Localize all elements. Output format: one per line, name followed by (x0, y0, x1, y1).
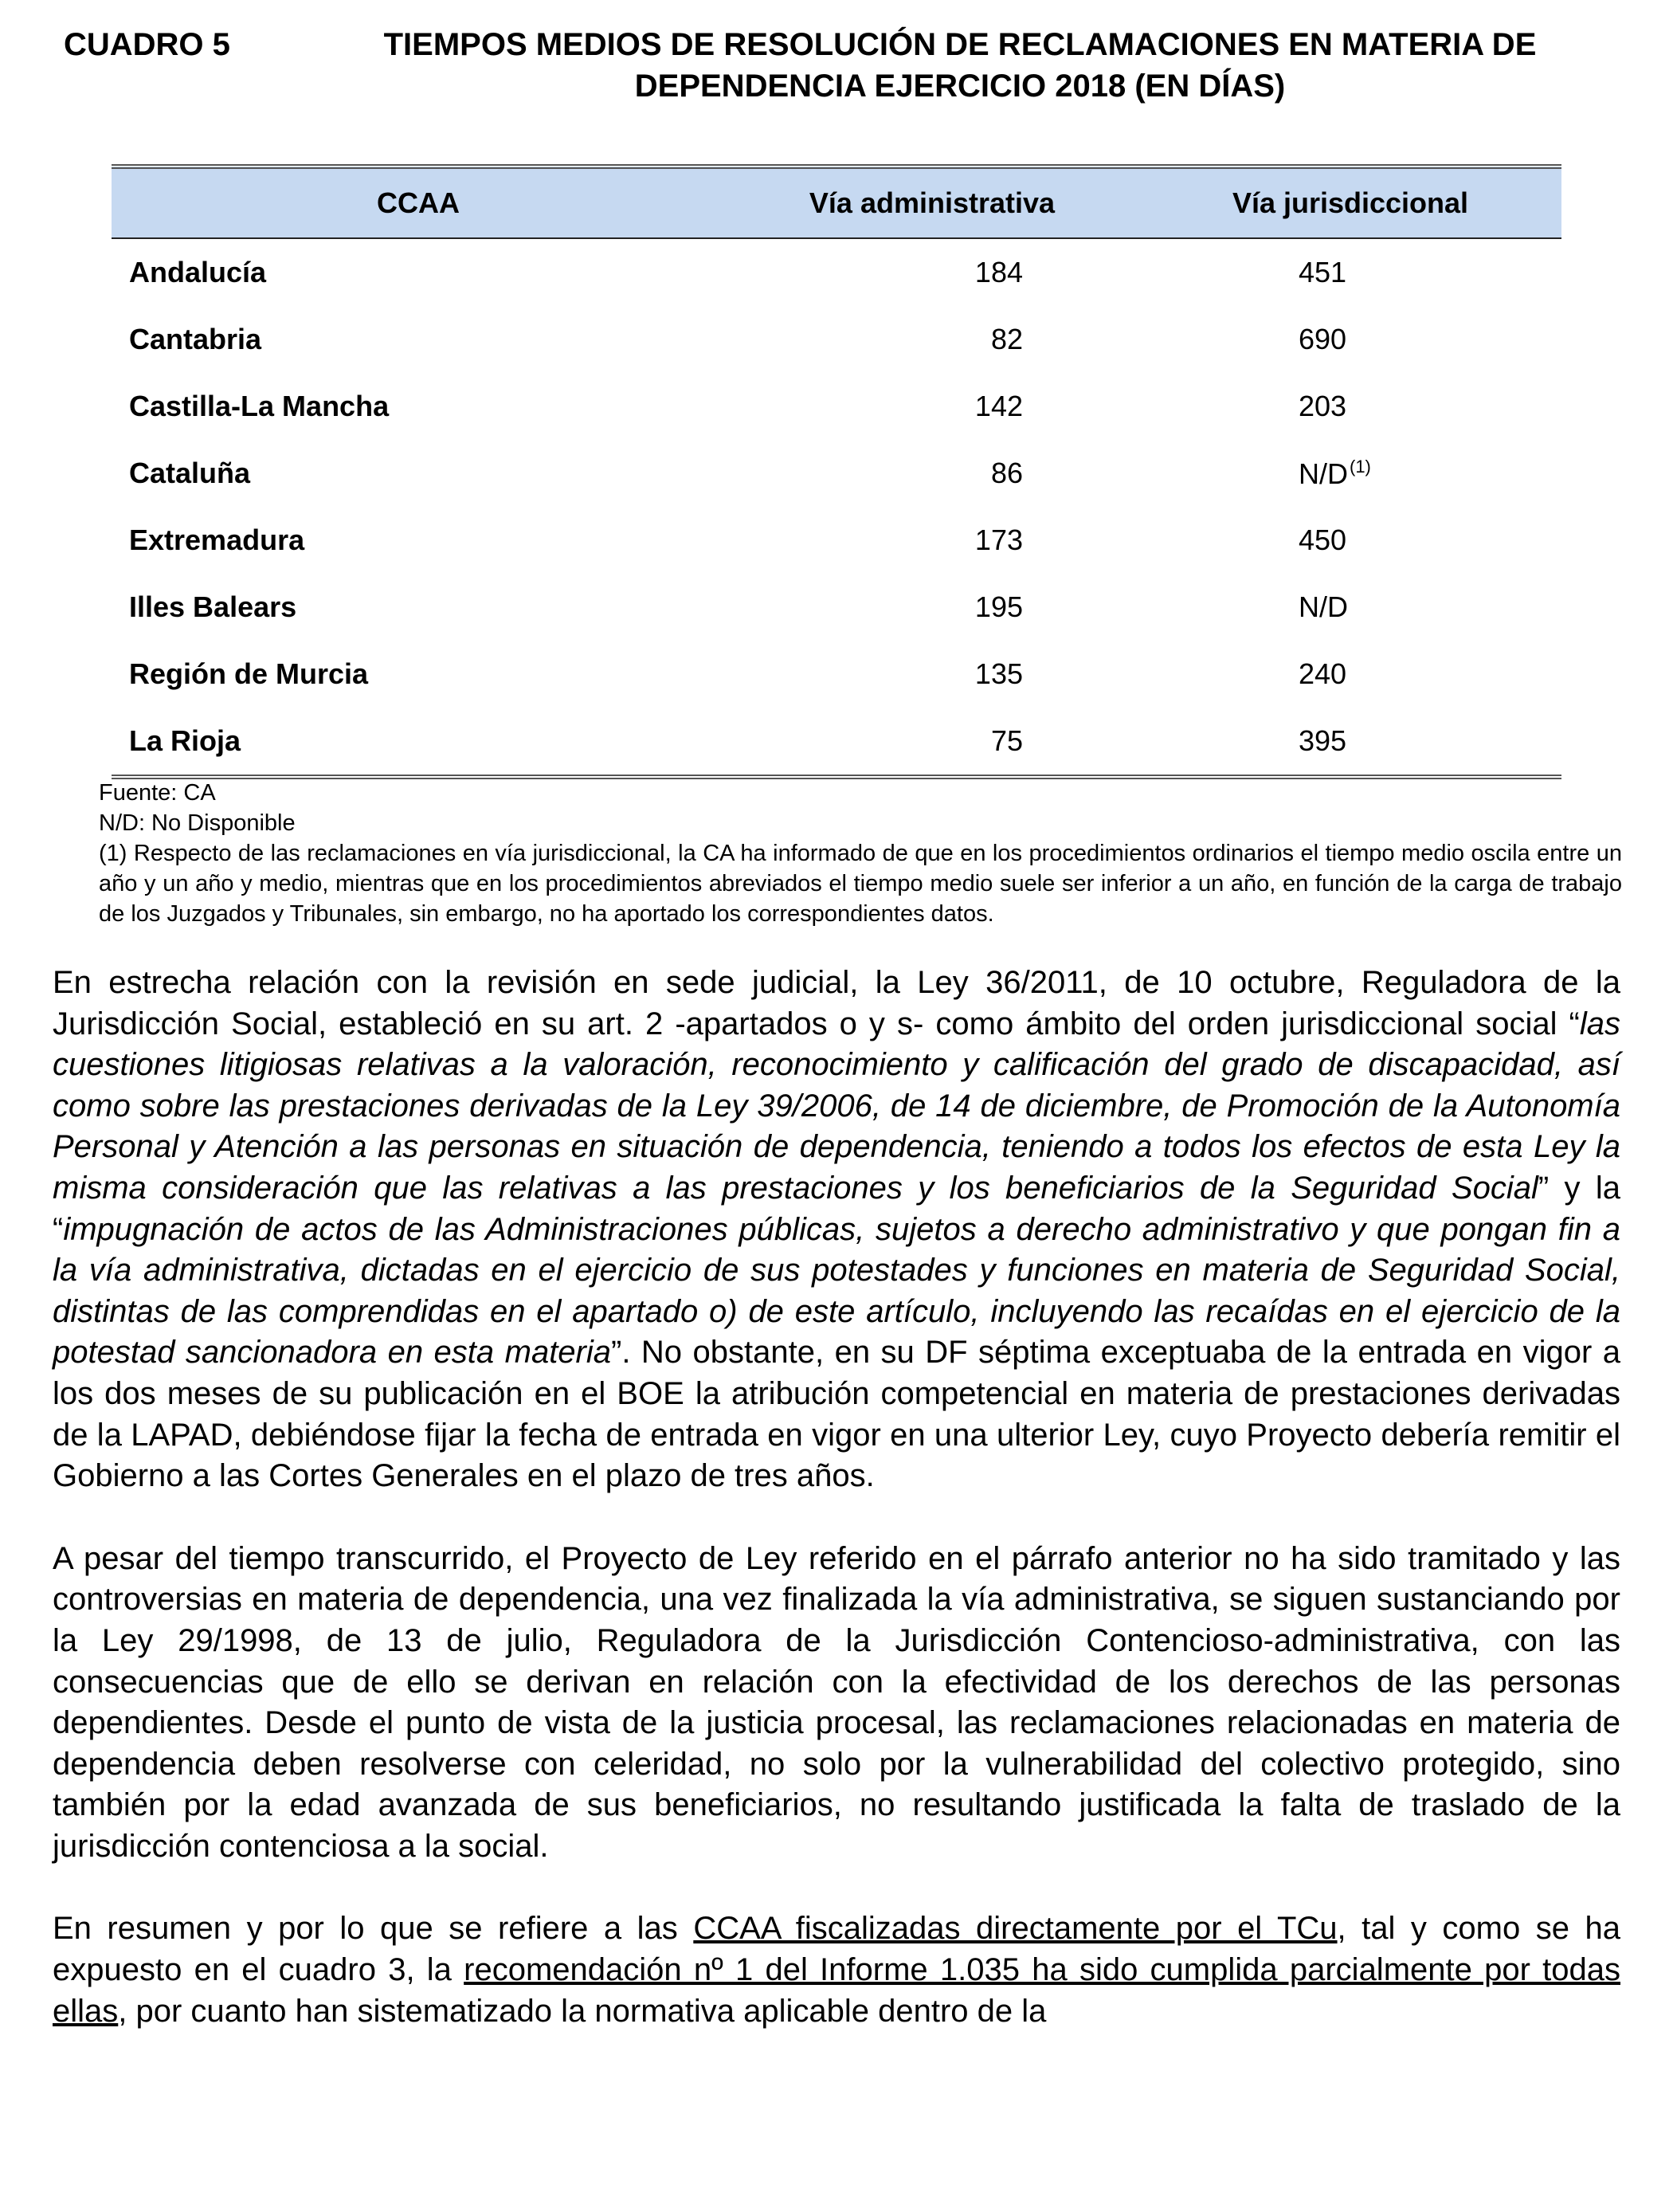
jurisdiccional-value: 240 (1299, 657, 1347, 690)
jurisdiccional-value: N/D (1299, 590, 1348, 623)
ccaa-cell: Castilla-La Mancha (129, 390, 390, 422)
ccaa-cell: Cantabria (129, 323, 262, 355)
jurisdiccional-value: N/D (1299, 457, 1348, 490)
jurisdiccional-value: 690 (1299, 323, 1347, 355)
paragraph-1-text: En estrecha relación con la revisión en sede judicial, la Ley 36/2011, de 10 octubre, Reguladora de la Jurisdicción Social, estableció en su art. 2 -apartados o y s- como ámbito del orden jurisdiccional social “ (53, 965, 1620, 1041)
jurisdiccional-cell (1139, 641, 1561, 708)
table-row (112, 507, 1561, 574)
table-row (112, 306, 1561, 373)
underlined-text: CCAA fiscalizadas directamente por el TCu (693, 1911, 1338, 1947)
quote-2: impugnación de actos de las Administraciones públicas, sujetos a derecho administrativo y que pongan fin a la vía administrativa, dictadas en el ejercicio de sus potestades y funciones en materia de Seguridad Social, distintas de las comprendidas en el apartado o) de este artículo, incluyendo las recaídas en el ejercicio de la potestad sancionadora en esta materia (53, 1211, 1620, 1371)
source-note: Fuente: CA (99, 780, 216, 806)
administrativa-cell: 184 (974, 256, 1023, 288)
paragraph-2: A pesar del tiempo transcurrido, el Proyecto de Ley referido en el párrafo anterior no ha sido tramitado y las controversias en materia de dependencia, una vez finalizada la vía administrativa, se siguen sustanciando por la Ley 29/1998, de 13 de julio, Reguladora de la Jurisdicción Contencioso-administrativa, con las consecuencias que de ello se derivan en relación con la efectividad de los derechos de las personas dependientes. Desde el punto de vista de la justicia procesal, las reclamaciones relacionadas en materia de dependencia deben resolverse con celeridad, no solo por la vulnerabilidad del colectivo protegido, sino también por la edad avanzada de sus beneficiarios, no resultando justificada la falta de traslado de la jurisdicción contenciosa a la social. (53, 1540, 1620, 1864)
ccaa-cell: Extremadura (129, 524, 305, 556)
paragraph-1 (53, 963, 1620, 1497)
administrativa-cell: 135 (974, 657, 1023, 690)
table-title-line-2: DEPENDENCIA EJERCICIO 2018 (EN DÍAS) (634, 69, 1286, 104)
jurisdiccional-value: 450 (1299, 524, 1347, 556)
ccaa-cell: Andalucía (129, 256, 267, 288)
jurisdiccional-cell (1139, 708, 1561, 777)
paragraph-1-text: ”. No obstante, en su DF séptima exceptuaba de la entrada en vigor a los dos meses de su publicación en el BOE la atribución competencial en materia de prestaciones derivadas de la LAPAD, debiéndose fijar la fecha de entrada en vigor en una ulterior Ley, cuyo Proyecto debería remitir el Gobierno a las Cortes Generales en el plazo de tres años. (53, 1335, 1621, 1494)
paragraph-3 (53, 1908, 1620, 2032)
paragraph-3-text: , tal y como se ha expuesto en el cuadro 3, la (53, 1911, 1620, 1988)
ccaa-cell: Illes Balears (129, 590, 297, 623)
column-header-via-administrativa: Vía administrativa (725, 167, 1139, 238)
table-header-row (112, 167, 1561, 238)
table-number: CUADRO 5 (64, 27, 230, 62)
administrativa-cell: 75 (725, 708, 1139, 777)
administrativa-cell: 142 (974, 390, 1023, 422)
table-row (112, 641, 1561, 708)
administrativa-cell: 82 (990, 323, 1023, 355)
nd-note: N/D: No Disponible (99, 810, 296, 836)
table-title-line-1: TIEMPOS MEDIOS DE RESOLUCIÓN DE RECLAMACIONES EN MATERIA DE (383, 27, 1537, 62)
ccaa-cell: Región de Murcia (129, 657, 369, 690)
administrativa-cell: 86 (990, 457, 1023, 489)
column-header-ccaa: CCAA (112, 167, 725, 238)
table-row (112, 440, 1561, 507)
quote-1: las cuestiones litigiosas relativas a la valoración, reconocimiento y calificación del grado de discapacidad, así como sobre las prestaciones derivadas de la Ley 39/2006, de 14 de diciembre, de Promoción de la Autonomía Personal y Atención a las personas en situación de dependencia, teniendo a todos los efectos de esta Ley la misma consideración que las relativas a las prestaciones y los beneficiarios de la Seguridad Social (53, 1006, 1620, 1206)
data-table (112, 164, 1561, 779)
ccaa-cell: Cataluña (129, 457, 251, 489)
table-caption (64, 24, 1617, 107)
jurisdiccional-value: 451 (1299, 256, 1347, 288)
jurisdiccional-cell (1139, 440, 1561, 507)
jurisdiccional-cell (1139, 238, 1561, 306)
ccaa-cell: La Rioja (112, 708, 725, 777)
paragraph-3-text: , por cuanto han sistematizado la normativa aplicable dentro de la (118, 1993, 1047, 2029)
administrativa-cell: 195 (974, 590, 1023, 623)
underlined-text: recomendación nº 1 del Informe 1.035 ha sido cumplida parcialmente por todas ellas (53, 1952, 1620, 2029)
paragraph-3-text: En resumen y por lo que se refiere a las (53, 1911, 694, 1947)
table-row (112, 708, 1561, 777)
jurisdiccional-cell (1139, 373, 1561, 440)
footnote-marker: (1) (1350, 456, 1371, 477)
column-header-via-jurisdiccional: Vía jurisdiccional (1139, 167, 1561, 238)
table-row (112, 238, 1561, 306)
jurisdiccional-cell (1139, 574, 1561, 641)
table-row (112, 574, 1561, 641)
table-notes (99, 778, 1622, 929)
jurisdiccional-value: 395 (1299, 724, 1347, 757)
footnote-1: (1) Respecto de las reclamaciones en vía jurisdiccional, la CA ha informado de que en los procedimientos ordinarios el tiempo medio oscila entre un año y un año y medio, mientras que en los procedimientos abreviados el tiempo medio suele ser inferior a un año, en función de la carga de trabajo de los Juzgados y Tribunales, sin embargo, no ha aportado los correspondientes datos. (99, 841, 1622, 927)
table-row (112, 373, 1561, 440)
jurisdiccional-value: 203 (1299, 390, 1347, 422)
paragraph-1-text: ” y la “ (53, 1170, 1620, 1247)
jurisdiccional-cell (1139, 306, 1561, 373)
jurisdiccional-cell (1139, 507, 1561, 574)
administrativa-cell: 173 (974, 524, 1023, 556)
body-text (53, 963, 1620, 2032)
